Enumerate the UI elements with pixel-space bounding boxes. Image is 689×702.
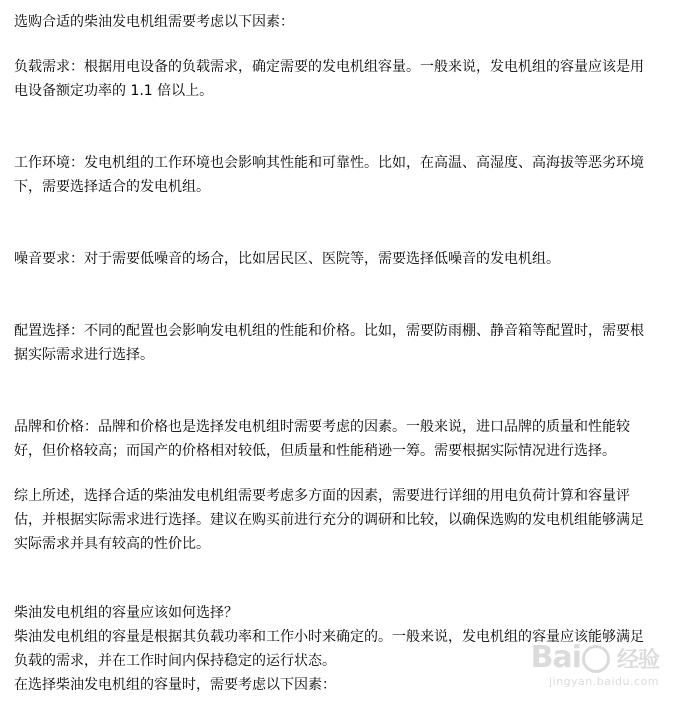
spacer (14, 556, 644, 601)
watermark-logo: Bai 经验 (530, 640, 659, 675)
spacer (14, 103, 644, 151)
spacer (14, 199, 644, 247)
configuration-paragraph: 配置选择：不同的配置也会影响发电机组的性能和价格。比如，需要防雨棚、静音箱等配置时，需要根据实际需求进行选择。 (14, 323, 644, 363)
intro-paragraph: 选购合适的柴油发电机组需要考虑以下因素： (14, 14, 294, 30)
capacity-question-heading: 柴油发电机组的容量应该如何选择？ (14, 605, 238, 621)
summary-paragraph: 综上所述，选择合适的柴油发电机组需要考虑多方面的因素，需要进行详细的用电负荷计算和容量评估，并根据实际需求进行选择。建议在购买前进行充分的调研和比较，以确保选购的发电机组能够满足实际需求并具有较高的性价比。 (14, 488, 644, 552)
work-environment-paragraph: 工作环境：发电机组的工作环境也会影响其性能和可靠性。比如，在高温、高湿度、高海拔等恶劣环境下，需要选择适合的发电机组。 (14, 155, 644, 195)
spacer (14, 463, 644, 484)
brand-price-paragraph: 品牌和价格：品牌和价格也是选择发电机组时需要考虑的因素。一般来说，进口品牌的质量和性能较好，但价格较高；而国产的价格相对较低，但质量和性能稍逊一筹。需要根据实际情况进行选择。 (14, 419, 630, 459)
spacer (14, 271, 644, 319)
spacer (14, 34, 644, 55)
load-demand-paragraph: 负载需求：根据用电设备的负载需求，确定需要的发电机组容量。一般来说，发电机组的容量应该是用电设备额定功率的 1.1 倍以上。 (14, 59, 644, 99)
watermark-url: jingyan.baidu.com (548, 675, 659, 688)
noise-requirement-paragraph: 噪音要求：对于需要低噪音的场合，比如居民区、医院等，需要选择低噪音的发电机组。 (14, 251, 560, 267)
article-body (14, 10, 644, 697)
capacity-answer-paragraph: 柴油发电机组的容量是根据其负载功率和工作小时来确定的。一般来说，发电机组的容量应该能够满足负载的需求，并在工作时间内保持稳定的运行状态。 (14, 629, 644, 669)
spacer (14, 367, 644, 415)
capacity-factors-intro: 在选择柴油发电机组的容量时，需要考虑以下因素： (14, 677, 336, 693)
